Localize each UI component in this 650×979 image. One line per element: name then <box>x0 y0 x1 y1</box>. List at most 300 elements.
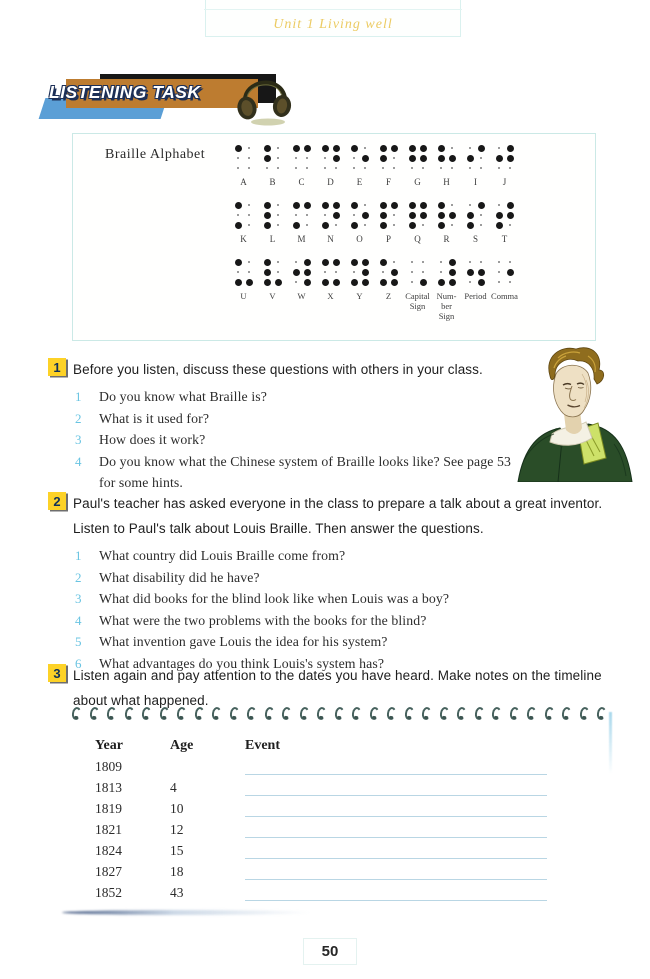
braille-dot <box>409 155 416 162</box>
braille-dot <box>480 214 483 217</box>
braille-dot <box>393 261 396 264</box>
spiral-ring-icon <box>403 706 414 720</box>
braille-dot <box>235 279 242 286</box>
braille-dot <box>277 261 280 264</box>
question-text: What did books for the blind look like when Louis was a boy? <box>99 591 450 606</box>
braille-cell-label: T <box>501 234 508 244</box>
braille-dot <box>498 261 501 264</box>
braille-cell-f <box>374 143 403 187</box>
spiral-ring-icon <box>141 706 152 720</box>
spiral-ring-icon <box>438 706 449 720</box>
braille-cell-label: R <box>443 234 450 244</box>
braille-dot <box>322 145 329 152</box>
braille-dot-grid <box>291 200 313 230</box>
question-text: What invention gave Louis the idea for his system? <box>99 634 388 649</box>
braille-dot <box>393 224 396 227</box>
braille-dot <box>333 279 340 286</box>
braille-dot-grid <box>436 257 458 287</box>
braille-dot <box>391 269 398 276</box>
question-number: 4 <box>75 612 82 628</box>
braille-dot <box>324 167 327 170</box>
section-1-question-list <box>73 386 523 494</box>
spiral-ring-icon <box>158 706 169 720</box>
question-number: 5 <box>75 634 82 649</box>
question-item <box>73 429 523 451</box>
question-text: What advantages do you think Louis's system has? <box>99 655 385 671</box>
braille-dot <box>237 214 240 217</box>
braille-dot <box>393 214 396 217</box>
braille-dot <box>420 202 427 209</box>
braille-dot <box>351 259 358 266</box>
braille-dot <box>449 155 456 162</box>
braille-dot <box>322 222 329 229</box>
braille-dot <box>382 271 385 274</box>
braille-dot <box>322 259 329 266</box>
spiral-ring-icon <box>526 706 537 720</box>
braille-dot <box>449 269 456 276</box>
spiral-ring-icon <box>228 706 239 720</box>
braille-dot <box>469 261 472 264</box>
spiral-ring-icon <box>281 706 292 720</box>
braille-cell-label: O <box>356 234 363 244</box>
braille-dot <box>411 261 414 264</box>
braille-dot <box>420 279 427 286</box>
braille-cell-capital <box>403 257 432 321</box>
timeline-row <box>95 775 547 796</box>
braille-dot-grid <box>349 257 371 287</box>
braille-dot <box>480 167 483 170</box>
braille-dot <box>333 145 340 152</box>
braille-dot <box>246 279 253 286</box>
headphones-icon <box>232 72 296 130</box>
braille-alphabet-panel <box>72 133 596 341</box>
braille-dot <box>295 167 298 170</box>
braille-dot <box>449 259 456 266</box>
timeline-year: 1827 <box>95 864 122 879</box>
braille-cell-k <box>229 200 258 244</box>
spiral-ring-icon <box>368 706 379 720</box>
timeline-age: 10 <box>170 801 184 816</box>
question-number: 1 <box>75 548 82 563</box>
spiral-ring-icon <box>333 706 344 720</box>
section-3 <box>48 663 638 713</box>
timeline-year: 1821 <box>95 822 122 837</box>
braille-dot <box>264 145 271 152</box>
braille-dot <box>293 222 300 229</box>
question-item <box>73 588 635 610</box>
braille-dot <box>498 147 501 150</box>
braille-dot <box>293 145 300 152</box>
braille-cell-s <box>461 200 490 244</box>
braille-cell-label: Capital Sign <box>405 291 430 311</box>
braille-dot <box>264 269 271 276</box>
braille-dot <box>335 167 338 170</box>
timeline-header-row <box>95 733 547 754</box>
braille-dot <box>478 279 485 286</box>
question-text: Do you know what the Chinese system of Braille looks like? See page 53 for some hints. <box>99 453 512 490</box>
braille-dot <box>507 212 514 219</box>
braille-dot <box>353 167 356 170</box>
braille-dot <box>275 279 282 286</box>
braille-dot <box>235 222 242 229</box>
spiral-ring-icon <box>508 706 519 720</box>
unit-title: Unit 1 Living well <box>273 17 393 32</box>
section-1-number-badge: 1 <box>48 358 66 376</box>
braille-dot <box>391 145 398 152</box>
braille-cell-g <box>403 143 432 187</box>
braille-dot-grid <box>262 257 284 287</box>
braille-cell-label: M <box>297 234 306 244</box>
braille-cell-label: Q <box>414 234 421 244</box>
braille-cell-label: J <box>502 177 507 187</box>
braille-dot <box>449 279 456 286</box>
timeline-header-event: Event <box>245 738 280 753</box>
braille-dot <box>324 214 327 217</box>
braille-dot <box>409 212 416 219</box>
braille-dot <box>409 145 416 152</box>
braille-cell-label: P <box>385 234 391 244</box>
braille-dot <box>507 269 514 276</box>
braille-dot <box>411 167 414 170</box>
braille-cell-q <box>403 200 432 244</box>
braille-dot <box>451 147 454 150</box>
braille-dot <box>380 259 387 266</box>
braille-dot <box>393 167 396 170</box>
braille-dot-grid <box>407 200 429 230</box>
section-2-question-list <box>73 545 635 674</box>
spiral-ring-icon <box>351 706 362 720</box>
braille-dot <box>478 269 485 276</box>
braille-dot <box>322 279 329 286</box>
timeline-header-year: Year <box>95 738 123 753</box>
section-2-number-badge: 2 <box>48 492 66 510</box>
braille-dot <box>480 261 483 264</box>
braille-dot <box>380 222 387 229</box>
braille-cell-label: Y <box>356 291 363 301</box>
spiral-ring-icon <box>176 706 187 720</box>
section-1-heading: Before you listen, discuss these questions with others in your class. <box>73 362 483 377</box>
braille-dot <box>248 147 251 150</box>
braille-row-2 <box>229 200 529 244</box>
braille-dot <box>277 214 280 217</box>
section-2-heading: Paul's teacher has asked everyone in the class to prepare a talk about a great inventor. Listen to Paul's talk about Louis Braille. Then answer the questions. <box>73 496 603 536</box>
braille-cell-label: Z <box>385 291 392 301</box>
spiral-ring-icon <box>596 706 607 720</box>
braille-dot-grid <box>291 143 313 173</box>
braille-dot <box>248 157 251 160</box>
question-number: 2 <box>75 569 82 585</box>
braille-dot-grid <box>320 143 342 173</box>
braille-dot <box>507 202 514 209</box>
braille-dot <box>264 222 271 229</box>
notepad-right-edge <box>609 712 612 774</box>
timeline-year: 1819 <box>95 801 122 816</box>
braille-cell-label: Comma <box>491 291 518 301</box>
braille-dot <box>480 224 483 227</box>
braille-dot <box>469 281 472 284</box>
braille-cell-c <box>287 143 316 187</box>
braille-dot <box>333 259 340 266</box>
braille-dot <box>469 147 472 150</box>
question-item <box>73 408 523 430</box>
braille-dot <box>237 271 240 274</box>
timeline-row <box>95 754 547 775</box>
braille-dot <box>277 224 280 227</box>
timeline-table <box>95 733 547 901</box>
braille-dot-grid <box>349 143 371 173</box>
braille-dot-grid <box>378 143 400 173</box>
braille-dot <box>304 269 311 276</box>
question-item <box>73 631 635 653</box>
braille-row-1 <box>229 143 529 187</box>
question-number: 4 <box>75 453 82 469</box>
braille-dot <box>351 279 358 286</box>
braille-dot <box>467 269 474 276</box>
timeline-event-cell <box>245 821 547 838</box>
timeline-event-line <box>245 884 547 901</box>
timeline-year: 1824 <box>95 843 122 858</box>
braille-dot-grid <box>494 257 516 287</box>
braille-dot <box>235 145 242 152</box>
braille-dot <box>264 155 271 162</box>
timeline-event-line <box>245 821 547 838</box>
spiral-ring-icon <box>421 706 432 720</box>
timeline-event-line <box>245 842 547 859</box>
question-number: 6 <box>75 655 82 671</box>
braille-cell-label: F <box>385 177 391 187</box>
question-item <box>73 610 635 632</box>
timeline-event-cell <box>245 758 547 775</box>
braille-cell-label: X <box>327 291 334 301</box>
braille-dot <box>364 204 367 207</box>
braille-dot <box>295 281 298 284</box>
braille-dot <box>306 224 309 227</box>
braille-cell-r <box>432 200 461 244</box>
braille-dot-grid <box>233 200 255 230</box>
braille-dot-grid <box>407 143 429 173</box>
braille-dot <box>393 157 396 160</box>
spiral-ring-icon <box>211 706 222 720</box>
braille-cell-i <box>461 143 490 187</box>
spiral-ring-icon <box>106 706 117 720</box>
braille-dot-grid <box>465 200 487 230</box>
braille-cell-label: H <box>443 177 450 187</box>
braille-dot <box>467 222 474 229</box>
braille-dot <box>264 279 271 286</box>
braille-dot-grid <box>465 257 487 287</box>
braille-cell-period <box>461 257 490 321</box>
braille-dot <box>248 261 251 264</box>
braille-dot <box>478 202 485 209</box>
braille-cell-comma <box>490 257 519 321</box>
spiral-ring-icon <box>543 706 554 720</box>
braille-dot <box>362 155 369 162</box>
question-text: What is it used for? <box>99 410 210 426</box>
braille-dot <box>391 202 398 209</box>
braille-dot <box>422 271 425 274</box>
braille-dot <box>295 261 298 264</box>
question-text: How does it work? <box>99 432 206 447</box>
braille-dot <box>496 212 503 219</box>
braille-dot <box>304 279 311 286</box>
braille-dot <box>293 269 300 276</box>
braille-dot <box>324 271 327 274</box>
braille-cell-p <box>374 200 403 244</box>
braille-dot <box>237 167 240 170</box>
braille-dot <box>322 202 329 209</box>
braille-dot-grid <box>436 200 458 230</box>
braille-dot <box>467 155 474 162</box>
braille-grid <box>229 143 529 334</box>
braille-dot <box>422 224 425 227</box>
braille-dot <box>440 167 443 170</box>
braille-dot <box>335 224 338 227</box>
question-number: 2 <box>75 410 82 426</box>
braille-dot <box>420 145 427 152</box>
braille-dot <box>277 167 280 170</box>
braille-dot <box>420 212 427 219</box>
braille-dot <box>451 224 454 227</box>
braille-cell-label: I <box>474 177 477 187</box>
braille-dot-grid <box>436 143 458 173</box>
braille-cell-label: V <box>269 291 276 301</box>
braille-cell-label: S <box>472 234 478 244</box>
question-item <box>73 545 635 567</box>
question-text: What were the two problems with the books for the blind? <box>99 612 427 628</box>
spiral-ring-icon <box>473 706 484 720</box>
braille-dot <box>438 279 445 286</box>
spiral-ring-icon <box>298 706 309 720</box>
braille-dot <box>364 224 367 227</box>
timeline-row <box>95 838 547 859</box>
braille-dot <box>324 157 327 160</box>
timeline-event-line <box>245 800 547 817</box>
braille-cell-a <box>229 143 258 187</box>
braille-dot <box>438 155 445 162</box>
timeline-event-cell <box>245 863 547 880</box>
braille-dot <box>264 202 271 209</box>
spiral-ring-icon <box>561 706 572 720</box>
braille-dot <box>335 271 338 274</box>
braille-dot <box>353 157 356 160</box>
braille-cell-label: W <box>297 291 306 301</box>
braille-dot <box>362 212 369 219</box>
braille-dot <box>235 259 242 266</box>
braille-dot <box>248 271 251 274</box>
braille-dot <box>451 167 454 170</box>
braille-dot-grid <box>494 143 516 173</box>
braille-dot <box>351 145 358 152</box>
braille-dot <box>507 145 514 152</box>
braille-alphabet-title: Braille Alphabet <box>105 147 206 162</box>
braille-cell-label: N <box>327 234 334 244</box>
braille-dot <box>306 214 309 217</box>
page-number: 50 <box>321 943 339 960</box>
braille-cell-label: A <box>240 177 247 187</box>
braille-row-3 <box>229 257 529 321</box>
braille-dot <box>248 204 251 207</box>
braille-cell-label: L <box>269 234 276 244</box>
question-item <box>73 451 523 494</box>
spiral-binding <box>72 707 606 720</box>
braille-dot <box>382 167 385 170</box>
braille-cell-e <box>345 143 374 187</box>
braille-dot <box>496 222 503 229</box>
braille-dot <box>333 155 340 162</box>
braille-dot <box>333 212 340 219</box>
braille-cell-u <box>229 257 258 321</box>
braille-dot <box>248 224 251 227</box>
timeline-row <box>95 817 547 838</box>
timeline-age: 4 <box>170 780 177 795</box>
braille-dot <box>509 261 512 264</box>
spiral-ring-icon <box>193 706 204 720</box>
braille-dot <box>264 259 271 266</box>
timeline-event-line <box>245 779 547 796</box>
braille-dot <box>264 212 271 219</box>
braille-dot <box>351 222 358 229</box>
timeline-event-cell <box>245 800 547 817</box>
spiral-ring-icon <box>491 706 502 720</box>
braille-dot <box>467 212 474 219</box>
braille-dot <box>498 204 501 207</box>
braille-cell-label: Num- ber Sign <box>436 291 457 321</box>
braille-cell-z <box>374 257 403 321</box>
braille-dot <box>380 212 387 219</box>
section-3-heading: Listen again and pay attention to the dates you have heard. Make notes on the timeline about what happened. <box>73 668 602 708</box>
timeline-age: 15 <box>170 843 184 858</box>
braille-dot <box>438 212 445 219</box>
braille-dot <box>351 202 358 209</box>
braille-dot <box>304 259 311 266</box>
question-number: 1 <box>75 389 82 404</box>
braille-cell-h <box>432 143 461 187</box>
spiral-ring-icon <box>88 706 99 720</box>
timeline-event-cell <box>245 884 547 901</box>
braille-dot <box>509 281 512 284</box>
section-1 <box>48 357 523 494</box>
braille-dot <box>380 155 387 162</box>
braille-dot-grid <box>291 257 313 287</box>
braille-dot <box>364 147 367 150</box>
braille-dot-grid <box>465 143 487 173</box>
timeline-year: 1813 <box>95 780 122 795</box>
question-text: What country did Louis Braille come from? <box>99 548 346 563</box>
spiral-ring-icon <box>316 706 327 720</box>
braille-dot <box>237 157 240 160</box>
question-item <box>73 386 523 408</box>
braille-dot <box>422 261 425 264</box>
braille-dot-grid <box>262 200 284 230</box>
braille-cell-t <box>490 200 519 244</box>
braille-dot <box>306 157 309 160</box>
notepad-bottom-shadow <box>62 910 312 915</box>
timeline-header-age: Age <box>170 738 194 753</box>
timeline-row <box>95 880 547 901</box>
braille-dot <box>498 281 501 284</box>
timeline-row <box>95 796 547 817</box>
spiral-ring-icon <box>578 706 589 720</box>
question-number: 3 <box>75 432 82 447</box>
braille-dot-grid <box>262 143 284 173</box>
braille-dot <box>478 145 485 152</box>
braille-dot <box>496 155 503 162</box>
braille-dot <box>304 202 311 209</box>
section-2 <box>48 491 638 674</box>
braille-dot <box>469 204 472 207</box>
page-number-box <box>303 938 357 965</box>
louis-braille-portrait <box>504 340 646 482</box>
